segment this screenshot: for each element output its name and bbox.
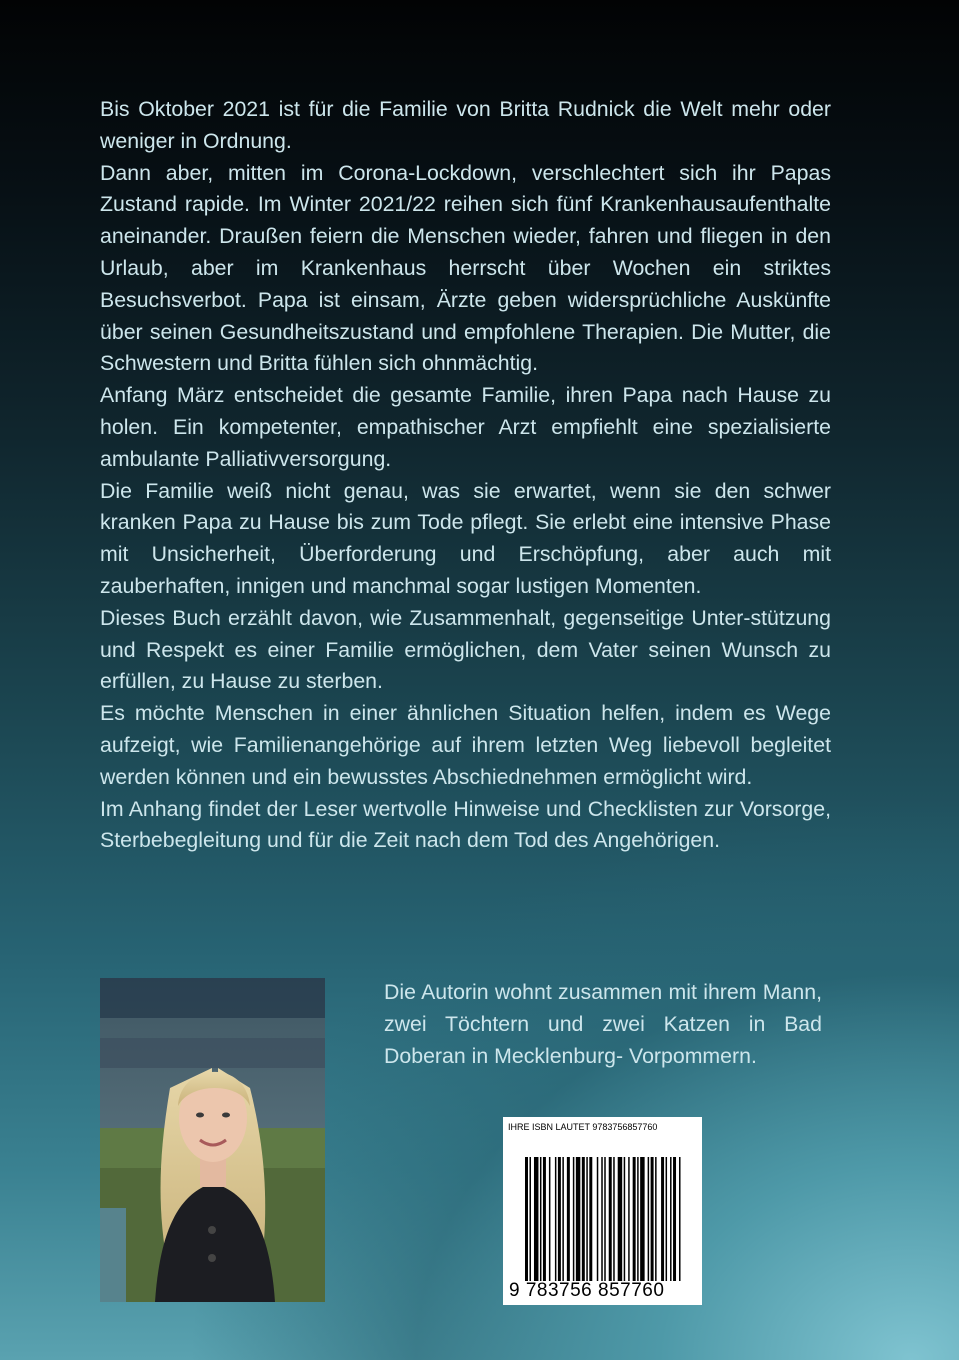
- barcode-bar: [679, 1157, 681, 1281]
- barcode-bar: [589, 1157, 592, 1281]
- barcode-bar: [567, 1157, 570, 1281]
- barcode-bar: [558, 1157, 561, 1281]
- barcode-bar: [661, 1157, 664, 1281]
- barcode-bar: [609, 1157, 612, 1281]
- isbn-barcode: [525, 1157, 685, 1281]
- barcode-bar: [562, 1157, 564, 1281]
- barcode-bar: [604, 1157, 606, 1281]
- barcode-bar: [582, 1157, 585, 1281]
- barcode-bar: [666, 1157, 668, 1281]
- barcode-bar: [670, 1157, 672, 1281]
- barcode-bar: [673, 1157, 676, 1281]
- barcode-bar: [534, 1157, 538, 1281]
- blurb-paragraph-3: Anfang März entscheidet die gesamte Familie, ihren Papa nach Hause zu holen. Ein kompetenter, empathischer Arzt empfiehlt eine spezialisierte ambulante Palliativversorgung.: [100, 383, 831, 471]
- author-photo-illustration: [100, 978, 325, 1302]
- blurb-paragraph-2: Dann aber, mitten im Corona-Lockdown, verschlechtert sich ihr Papas Zustand rapide. Im Winter 2021/22 reihen sich fünf Krankenhausaufenthalte aneinander. Draußen feiern die Menschen wieder, fahren und fliegen in den Urlaub, aber im Krankenhaus herrscht über Wochen ein striktes Besuchsverbot. Papa ist einsam, Ärzte geben widersprüchliche Auskünfte über seinen Gesundheitszustand und empfohlene Therapien. Die Mutter, die Schwestern und Britta fühlen sich ohnmächtig.: [100, 160, 831, 376]
- author-photo: [100, 978, 325, 1302]
- barcode-bar: [597, 1157, 599, 1281]
- barcode-bar: [613, 1157, 615, 1281]
- barcode-bar: [586, 1157, 588, 1281]
- barcode-bar: [529, 1157, 531, 1281]
- barcode-bar: [601, 1157, 603, 1281]
- blurb-paragraph-4: Die Familie weiß nicht genau, was sie erwartet, wenn sie den schwer kranken Papa zu Hause bis zum Tode pflegt. Sie erlebt eine intensive Phase mit Unsicherheit, Überforderung und Erschöpfung, aber auch mit zauberhaften, innigen und manchmal sogar lustigen Momenten.: [100, 478, 831, 598]
- blurb-paragraph-5: Dieses Buch erzählt davon, wie Zusammenhalt, gegenseitige Unter-stützung und Respekt es einer Familie ermöglichen, dem Vater seinen Wunsch zu erfüllen, zu Hause zu sterben.: [100, 605, 831, 694]
- barcode-bar: [633, 1157, 636, 1281]
- barcode-bar: [624, 1157, 626, 1281]
- barcode-bar: [576, 1157, 580, 1281]
- barcode-bar: [555, 1157, 557, 1281]
- barcode-bar: [573, 1157, 575, 1281]
- blurb-paragraph-7: Im Anhang findet der Leser wertvolle Hinweise und Checklisten zur Vorsorge, Sterbebegleitung und für die Zeit nach dem Tod des Angehörigen.: [100, 796, 831, 853]
- barcode-bar: [618, 1157, 622, 1281]
- barcode-bar: [651, 1157, 654, 1281]
- barcode-bar: [637, 1157, 639, 1281]
- back-cover-blurb: [100, 94, 831, 857]
- blurb-paragraph-6: Es möchte Menschen in einer ähnlichen Situation helfen, indem es Wege aufzeigt, wie Familienangehörige auf ihrem letzten Weg liebevoll begleitet werden können und ein bewusstes Abschiednehmen ermöglicht wird.: [100, 701, 831, 789]
- isbn-label: IHRE ISBN LAUTET 9783756857760: [508, 1122, 658, 1132]
- barcode-bar: [655, 1157, 657, 1281]
- barcode-bar: [540, 1157, 542, 1281]
- barcode-bar: [640, 1157, 644, 1281]
- barcode-bar: [549, 1157, 551, 1281]
- isbn-digits: 9 783756 857760: [509, 1280, 665, 1301]
- barcode-bar: [648, 1157, 650, 1281]
- barcode-bar: [543, 1157, 546, 1281]
- isbn-barcode-box: [503, 1117, 702, 1305]
- barcode-bar: [525, 1157, 528, 1281]
- author-bio: Die Autorin wohnt zusammen mit ihrem Mann, zwei Töchtern und zwei Katzen in Bad Doberan in Mecklenburg- Vorpommern.: [384, 980, 822, 1068]
- barcode-bar: [628, 1157, 630, 1281]
- blurb-paragraph-1: Bis Oktober 2021 ist für die Familie von Britta Rudnick die Welt mehr oder weniger in Ordnung.: [100, 97, 831, 153]
